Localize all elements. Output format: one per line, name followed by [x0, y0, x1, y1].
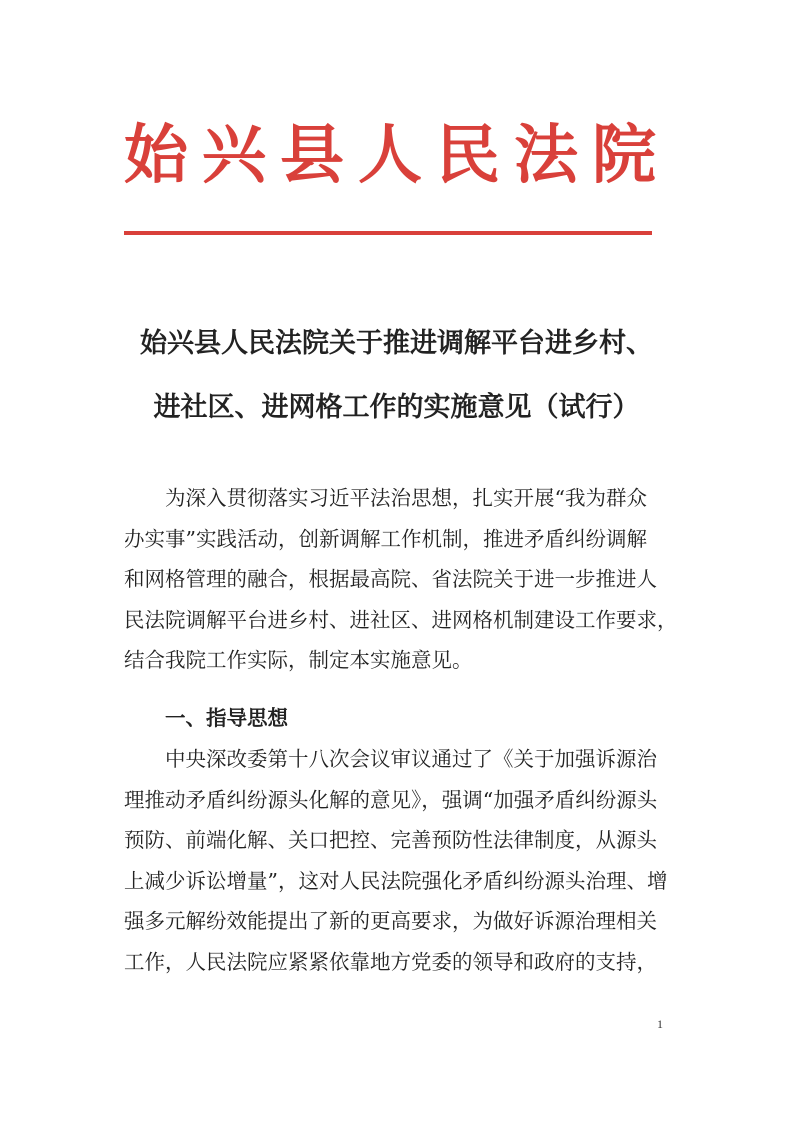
section-heading-guiding-ideology: 一、指导思想	[165, 706, 288, 730]
court-masthead: 始兴县人民法院	[124, 118, 670, 193]
paragraph-line: 民法院调解平台进乡村、进社区、进网格机制建设工作要求，	[124, 607, 678, 632]
page-number: 1	[657, 1017, 663, 1031]
paragraph-line: 预防、前端化解、关口把控、完善预防性法律制度，从源头	[124, 828, 657, 852]
masthead-red-rule	[124, 231, 652, 235]
paragraph-line: 工作，人民法院应紧紧依靠地方党委的领导和政府的支持，	[124, 949, 657, 974]
section1-paragraph	[124, 739, 668, 982]
document-title	[100, 312, 693, 440]
paragraph-line: 强多元解纷效能提出了新的更高要求，为做好诉源治理相关	[124, 909, 657, 933]
intro-paragraph	[124, 478, 678, 681]
paragraph-line: 结合我院工作实际，制定本实施意见。	[124, 648, 473, 672]
title-line-2: 进社区、进网格工作的实施意见（试行）	[153, 392, 640, 423]
paragraph-line: 上减少诉讼增量”，这对人民法院强化矛盾纠纷源头治理、增	[124, 868, 668, 893]
paragraph-line: 理推动矛盾纠纷源头化解的意见》，强调“加强矛盾纠纷源头	[124, 787, 658, 812]
paragraph-line: 为深入贯彻落实习近平法治思想，扎实开展“我为群众	[165, 486, 647, 510]
paragraph-line: 办实事”实践活动，创新调解工作机制，推进矛盾纠纷调解	[124, 526, 647, 551]
paragraph-line: 和网格管理的融合，根据最高院、省法院关于进一步推进人	[124, 567, 657, 591]
paragraph-line: 中央深改委第十八次会议审议通过了《关于加强诉源治	[165, 747, 657, 771]
title-line-1: 始兴县人民法院关于推进调解平台进乡村、	[140, 328, 653, 359]
